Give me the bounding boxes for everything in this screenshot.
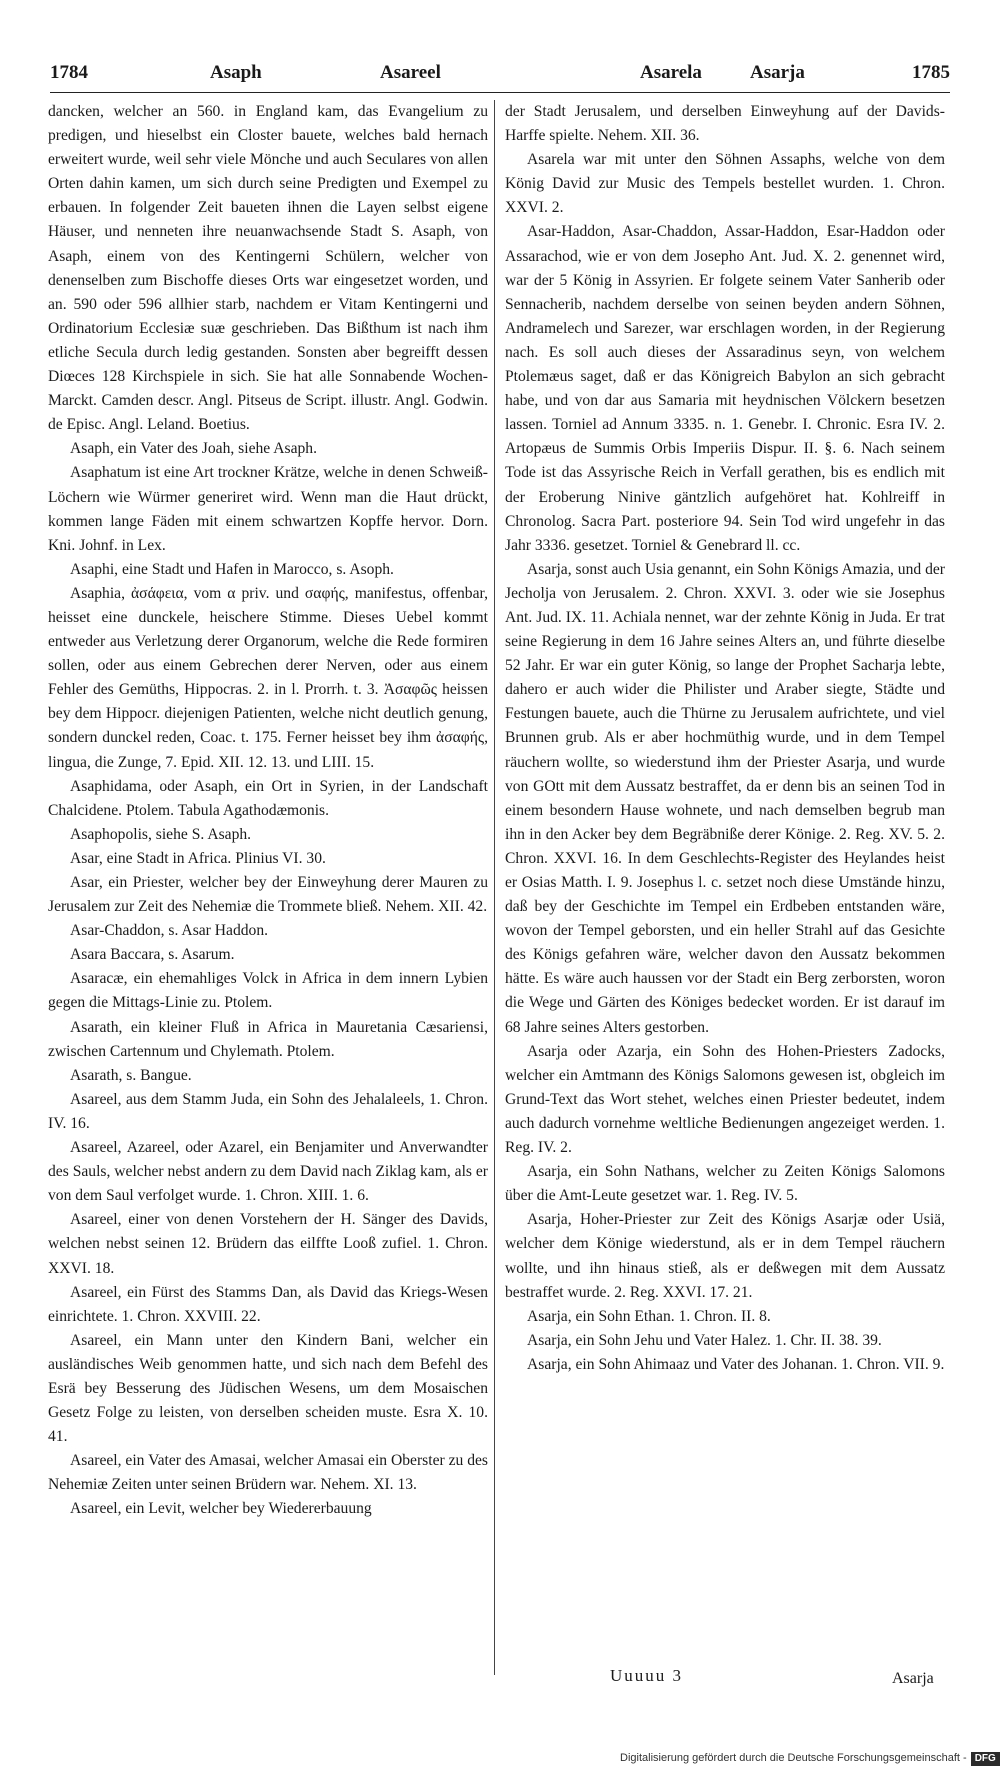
credit-text: Digitalisierung gefördert durch die Deutsche Forschungsgemeinschaft - bbox=[620, 1752, 967, 1764]
dictionary-entry: Asar-Haddon, Asar-Chaddon, Assar-Haddon, Esar-Haddon oder Assarachod, wie er von dem Josepho Ant. Jud. X. 2. genennet wird, war der 5 König in Assyrien. Er folgete seinem Vater Sanherib oder Sennacherib, nachdem derselbe von seinen beyden andern Söhnen, Andramelech und Sarezer, war erschlagen worden, in der Regierung nach. Es soll auch dieses der Assaradinus seyn, von welchem Ptolemæus saget, daß er das Königreich Babylon an sich gebracht habe, und von dar aus Samaria mit heydnischen Völckern besetzen lassen. Torniel ad Annum 3335. n. 1. Genebr. I. Chronic. Esra IV. 2. Artopæus de Summis Orbis Imperiis Dispur. II. §. 6. Nach seinem Tode ist das Assyrische Reich in Verfall gerathen, bis es endlich mit der Eroberung Ninive gäntzlich aufgehöret hat. Kohlreiff in Chronolog. Sacra Part. posteriore 94. Sein Tod wird ungefehr in das Jahr 3336. gesetzet. Torniel & Genebrard ll. cc. bbox=[505, 223, 945, 554]
dictionary-entry: Asarja, sonst auch Usia genannt, ein Sohn Königs Amazia, und der Jecholja von Jerusalem. 2. Chron. XXVI. 3. oder wie sie Josephus Ant. Jud. IX. 11. Achiala nennet, war der zehnte König in Juda. Er trat seine Regierung in dem 16 Jahre seines Alters an, und führte dieselbe 52 Jahr. Er war ein guter König, so lange der Prophet Sacharja lebte, dahero er auch wider die Philister und Araber siegte, Städte und Festungen bauete, auch die Thürne zu Jerusalem aufrichtete, und viel Brunnen grub. Als er aber hochmüthig wurde, und in dem Tempel räuchern wollte, so wiederstund ihm der Priester Asarja, und wurde von GOtt mit dem Aussatz bestraffet, da er denn bis an seinen Tod in einem besondern Hause wohnete, und nach demselben begrub man ihn in den Acker bey dem Begräbniße derer Könige. 2. Reg. XV. 5. 2. Chron. XXVI. 16. In dem Geschlechts-Register des Heylandes heist er Osias Matth. I. 9. Josephus l. c. setzet noch diese Umstände hinzu, daß bey der Geschichte im Tempel ein Erdbeben entstanden wäre, wovon der Tempel geborsten, und ein heller Strahl auf das Gesichte des Königs gefahren wäre, welcher davon den Aussatz bekommen hätte. Es wäre auch haussen vor der Stadt ein Berg zerborsten, woron die Wege und Gärten des Königes bedecket worden. Er ist darauf im 68 Jahre seines Alters gestorben. bbox=[505, 560, 945, 1036]
running-header bbox=[50, 62, 950, 88]
header-word-asarela: Asarela bbox=[640, 62, 702, 83]
dictionary-entry: Asaph, ein Vater des Joah, siehe Asaph. bbox=[70, 440, 317, 458]
dictionary-entry: Asareel, aus dem Stamm Juda, ein Sohn des Jehalaleels, 1. Chron. IV. 16. bbox=[48, 1090, 488, 1132]
dictionary-entry: Asarja, Hoher-Priester zur Zeit des Königs Asarjæ oder Usiä, welcher dem Könige wiederstund, als er in dem Tempel räuchern wollte, und ihn hinaus stieß, als er deßwegen mit dem Aussatz bestraffet wurde. 2. Reg. XXVI. 17. 21. bbox=[505, 1211, 945, 1301]
dictionary-entry: Asarja oder Azarja, ein Sohn des Hohen-Priesters Zadocks, welcher ein Amtmann des Königs Salomons gewesen ist, obgleich im Grund-Text das Wort stehet, welches einen Priester bedeutet, indem auch dadurch vornehme weltliche Bedienungen angezeiget werden. 1. Reg. IV. 2. bbox=[505, 1042, 945, 1157]
signature-mark: Uuuuu 3 bbox=[610, 1666, 684, 1685]
dictionary-entry: Asareel, einer von denen Vorstehern der H. Sänger des Davids, welchen nebst seinen 12. Brüdern das eilffte Looß zufiel. 1. Chron. XXVI. 18. bbox=[48, 1211, 488, 1277]
column-divider bbox=[494, 100, 495, 1675]
dictionary-entry: dancken, welcher an 560. in England kam, das Evangelium zu predigen, und hieselbst ein Closter bauete, welches bald hernach erweitert wurde, weil sehr viele Mönche und auch Seculares von allen Orten dahin kamen, um sich durch seine Predigten und Exempel zu erbauen. In folgender Zeit baueten ihnen die Layen selbst eigene Häuser, und nenneten ihre neuanwachsende Stadt S. Asaph, von Asaph, einem von des Kentingerni Schülern, welcher von denenselben zum Bischoffe dieses Orts war eingesetzet worden, und an. 590 oder 596 allhier starb, nachdem er Vitam Kentingerni und Ordinatorium Ecclesiæ suæ geschrieben. Das Bißthum ist nach ihm etliche Secula durch ledig gestanden. Sonsten aber begreifft dessen Diœces 128 Kirchspiele in sich. Sie hat alle Sonnabende Wochen-Marckt. Camden descr. Angl. Pitseus de Script. illustr. Angl. Godwin. de Episc. Angl. Leland. Boetius. bbox=[48, 103, 488, 434]
dictionary-entry: Asareel, ein Mann unter den Kindern Bani, welcher ein ausländisches Weib genommen hatte, und sich nach dem Befehl des Esrä bey Besserung des Jüdischen Wesens, um dem Mosaischen Gesetz Folge zu leisten, von derselben scheiden muste. Esra X. 10. 41. bbox=[48, 1331, 488, 1446]
dictionary-entry: Asarath, s. Bangue. bbox=[70, 1066, 192, 1084]
dictionary-entry: Asar, ein Priester, welcher bey der Einweyhung derer Mauren zu Jerusalem zur Zeit des Nehemiæ die Trommete bließ. Nehem. XII. 42. bbox=[48, 874, 488, 916]
header-word-asarja: Asarja bbox=[750, 62, 805, 83]
dictionary-entry: Asaphopolis, siehe S. Asaph. bbox=[70, 825, 252, 843]
header-word-asareel: Asareel bbox=[380, 62, 441, 83]
dictionary-entry: Asaphi, eine Stadt und Hafen in Marocco, s. Asoph. bbox=[70, 560, 394, 578]
dfg-logo-badge: DFG bbox=[971, 1752, 1000, 1766]
header-rule bbox=[50, 92, 950, 93]
dictionary-entry: Asaracæ, ein ehemahliges Volck in Africa in dem innern Lybien gegen die Mittags-Linie zu. Ptolem. bbox=[48, 970, 488, 1012]
dictionary-entry: Asaphatum ist eine Art trockner Krätze, welche in denen Schweiß-Löchern wie Würmer generiret wird. Wenn man die Haut drückt, kommen lange Fäden mit einem schwartzen Kopffe hervor. Dorn. Kni. Johnf. in Lex. bbox=[48, 464, 488, 554]
page-number-left: 1784 bbox=[50, 62, 88, 83]
catchword: Asarja bbox=[892, 1670, 934, 1687]
dictionary-entry: Asarja, ein Sohn Nathans, welcher zu Zeiten Königs Salomons über die Amt-Leute gesetzet war. 1. Reg. IV. 5. bbox=[505, 1163, 945, 1205]
dictionary-entry: Asareel, ein Fürst des Stamms Dan, als David das Kriegs-Wesen einrichtete. 1. Chron. XXVIII. 22. bbox=[48, 1283, 488, 1325]
dictionary-entry: Asarath, ein kleiner Fluß in Africa in Mauretania Cæsariensi, zwischen Cartennum und Chylemath. Ptolem. bbox=[48, 1018, 488, 1060]
dictionary-entry: Asaphidama, oder Asaph, ein Ort in Syrien, in der Landschaft Chalcidene. Ptolem. Tabula Agathodæmonis. bbox=[48, 777, 488, 819]
dictionary-entry: der Stadt Jerusalem, und derselben Einweyhung auf der Davids-Harffe spielte. Nehem. XII. 36. bbox=[505, 103, 945, 145]
dictionary-entry: Asarela war mit unter den Söhnen Assaphs, welche von dem König David zur Music des Tempels bestellet wurden. 1. Chron. XXVI. 2. bbox=[505, 151, 945, 217]
dictionary-entry: Asareel, Azareel, oder Azarel, ein Benjamiter und Anverwandter des Sauls, welcher nebst andern zu dem David nach Ziklag kam, als er von dem Saul verfolget wurde. 1. Chron. XIII. 1. 6. bbox=[48, 1139, 488, 1205]
dictionary-entry: Asar-Chaddon, s. Asar Haddon. bbox=[70, 922, 269, 940]
left-column bbox=[48, 100, 488, 1680]
page-number-right: 1785 bbox=[912, 62, 950, 83]
dictionary-entry: Asarja, ein Sohn Ethan. 1. Chron. II. 8. bbox=[527, 1307, 771, 1325]
dictionary-entry: Asarja, ein Sohn Ahimaaz und Vater des Johanan. 1. Chron. VII. 9. bbox=[527, 1355, 945, 1373]
dictionary-entry: Asara Baccara, s. Asarum. bbox=[70, 946, 235, 964]
header-word-asaph: Asaph bbox=[210, 62, 262, 83]
dictionary-entry: Asarja, ein Sohn Jehu und Vater Halez. 1. Chr. II. 38. 39. bbox=[527, 1331, 882, 1349]
right-column bbox=[505, 100, 945, 1680]
digitization-credit bbox=[620, 1752, 996, 1768]
dictionary-entry: Asareel, ein Levit, welcher bey Wiedererbauung bbox=[70, 1500, 372, 1518]
dictionary-entry: Asar, eine Stadt in Africa. Plinius VI. 30. bbox=[70, 849, 326, 867]
dictionary-entry: Asaphia, ἀσάφεια, vom α priv. und σαφής, manifestus, offenbar, heisset eine dunckele, heischere Stimme. Dieses Uebel kommt entweder aus Verletzung derer Organorum, welche die Rede formiren sollen, oder aus einem Gebrechen derer Nerven, oder aus einem Fehler des Gemüths, Hippocras. 2. in l. Prorrh. t. 3. Ἀσαφῶς heissen bey dem Hippocr. diejenigen Patienten, welche nicht deutlich genung, sondern dunckel reden, Coac. t. 175. Ferner heisset bey ihm ἀσαφής, lingua, die Zunge, 7. Epid. XII. 12. 13. und LIII. 15. bbox=[48, 584, 488, 771]
dictionary-entry: Asareel, ein Vater des Amasai, welcher Amasai ein Oberster zu des Nehemiæ Zeiten unter seinen Brüdern war. Nehem. XI. 13. bbox=[48, 1452, 488, 1494]
